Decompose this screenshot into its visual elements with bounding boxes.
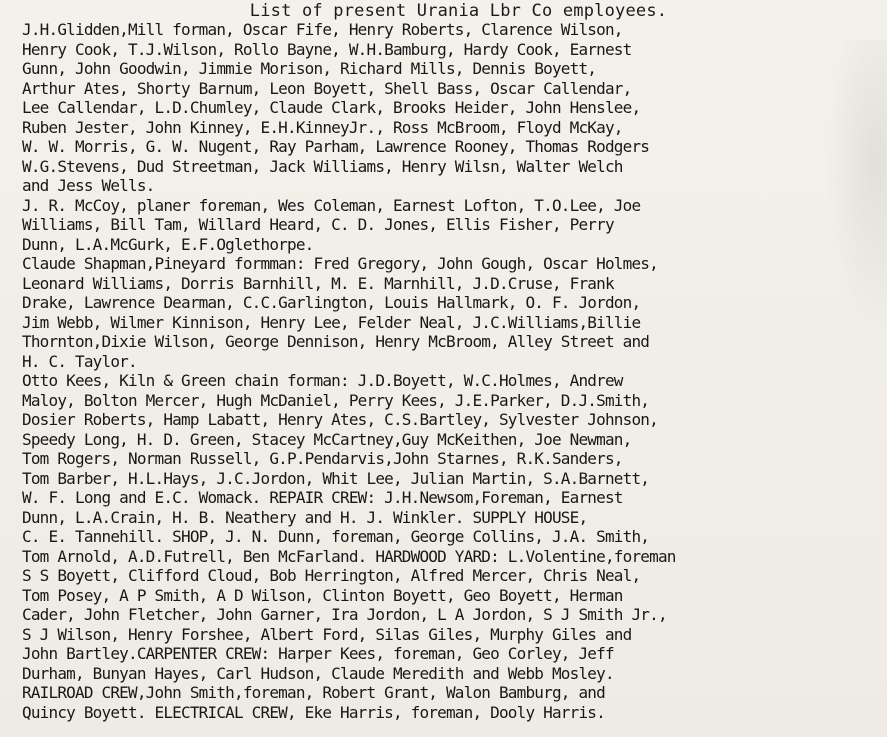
text-line: W. W. Morris, G. W. Nugent, Ray Parham, Lawrence Rooney, Thomas Rodgers: [22, 137, 650, 156]
text-line: Claude Shapman,Pineyard formman: Fred Gregory, John Gough, Oscar Holmes,: [22, 254, 658, 273]
text-line: Jim Webb, Wilmer Kinnison, Henry Lee, Felder Neal, J.C.Williams,Billie: [22, 312, 641, 332]
text-line: Durham, Bunyan Hayes, Carl Hudson, Claude Meredith and Webb Mosley.: [22, 663, 614, 683]
text-line: C. E. Tannehill. SHOP, J. N. Dunn, foreman, George Collins, J.A. Smith,: [22, 527, 650, 546]
text-line: Thornton,Dixie Wilson, George Dennison, Henry McBroom, Alley Street and: [22, 332, 650, 351]
text-line: Drake, Lawrence Dearman, C.C.Garlington, Louis Hallmark, O. F. Jordon,: [22, 293, 641, 312]
text-line: Maloy, Bolton Mercer, Hugh McDaniel, Perry Kees, J.E.Parker, D.J.Smith,: [22, 390, 650, 410]
text-line: Tom Barber, H.L.Hays, J.C.Jordon, Whit Lee, Julian Martin, S.A.Barnett,: [22, 468, 650, 488]
text-line: John Bartley.CARPENTER CREW: Harper Kees, foreman, Geo Corley, Jeff: [22, 644, 614, 663]
text-line: J. R. McCoy, planer foreman, Wes Coleman, Earnest Lofton, T.O.Lee, Joe: [22, 195, 641, 215]
text-line: H. C. Taylor.: [22, 351, 137, 371]
text-line: Williams, Bill Tam, Willard Heard, C. D. Jones, Ellis Fisher, Perry: [22, 215, 614, 234]
text-line: W. F. Long and E.C. Womack. REPAIR CREW: J.H.Newsom,Foreman, Earnest: [22, 488, 623, 507]
text-line: Tom Posey, A P Smith, A D Wilson, Clinton Boyett, Geo Boyett, Herman: [22, 585, 623, 605]
text-line: and Jess Wells.: [22, 176, 155, 195]
text-line: RAILROAD CREW,John Smith,foreman, Robert Grant, Walon Bamburg, and: [22, 683, 605, 702]
text-line: Ruben Jester, John Kinney, E.H.KinneyJr., Ross McBroom, Floyd McKay,: [22, 117, 623, 137]
text-line: Tom Arnold, A.D.Futrell, Ben McFarland. HARDWOOD YARD: L.Volentine,foreman: [22, 546, 676, 566]
text-line: Speedy Long, H. D. Green, Stacey McCartney,Guy McKeithen, Joe Newman,: [22, 429, 632, 449]
text-line: Cader, John Fletcher, John Garner, Ira Jordon, L A Jordon, S J Smith Jr.,: [22, 605, 667, 624]
text-line: W.G.Stevens, Dud Streetman, Jack Williams, Henry Wilsn, Walter Welch: [22, 156, 623, 176]
text-line: Dunn, L.A.Crain, H. B. Neathery and H. J. Winkler. SUPPLY HOUSE,: [22, 507, 588, 527]
text-line: S J Wilson, Henry Forshee, Albert Ford, Silas Giles, Murphy Giles and: [22, 624, 632, 644]
text-line: Quincy Boyett. ELECTRICAL CREW, Eke Harris, foreman, Dooly Harris.: [22, 702, 605, 722]
text-line: Tom Rogers, Norman Russell, G.P.Pendarvis,John Starnes, R.K.Sanders,: [22, 449, 623, 468]
text-line: Gunn, John Goodwin, Jimmie Morison, Richard Mills, Dennis Boyett,: [22, 59, 597, 78]
text-line: Dosier Roberts, Hamp Labatt, Henry Ates, C.S.Bartley, Sylvester Johnson,: [22, 410, 658, 429]
text-line: Henry Cook, T.J.Wilson, Rollo Bayne, W.H.Bamburg, Hardy Cook, Earnest: [22, 39, 632, 59]
text-line: Otto Kees, Kiln & Green chain forman: J.D.Boyett, W.C.Holmes, Andrew: [22, 371, 623, 390]
document-title: List of present Urania Lbr Co employees.: [249, 1, 668, 21]
text-line: Leonard Williams, Dorris Barnhill, M. E. Marnhill, J.D.Cruse, Frank: [22, 273, 614, 293]
text-line: Arthur Ates, Shorty Barnum, Leon Boyett, Shell Bass, Oscar Callendar,: [22, 78, 632, 98]
text-line: J.H.Glidden,Mill forman, Oscar Fife, Henry Roberts, Clarence Wilson,: [22, 20, 623, 39]
text-line: Lee Callendar, L.D.Chumley, Claude Clark, Brooks Heider, John Henslee,: [22, 98, 641, 117]
text-line: Dunn, L.A.McGurk, E.F.Oglethorpe.: [22, 234, 314, 254]
text-line: S S Boyett, Clifford Cloud, Bob Herrington, Alfred Mercer, Chris Neal,: [22, 566, 641, 585]
employee-list: [22, 20, 887, 722]
